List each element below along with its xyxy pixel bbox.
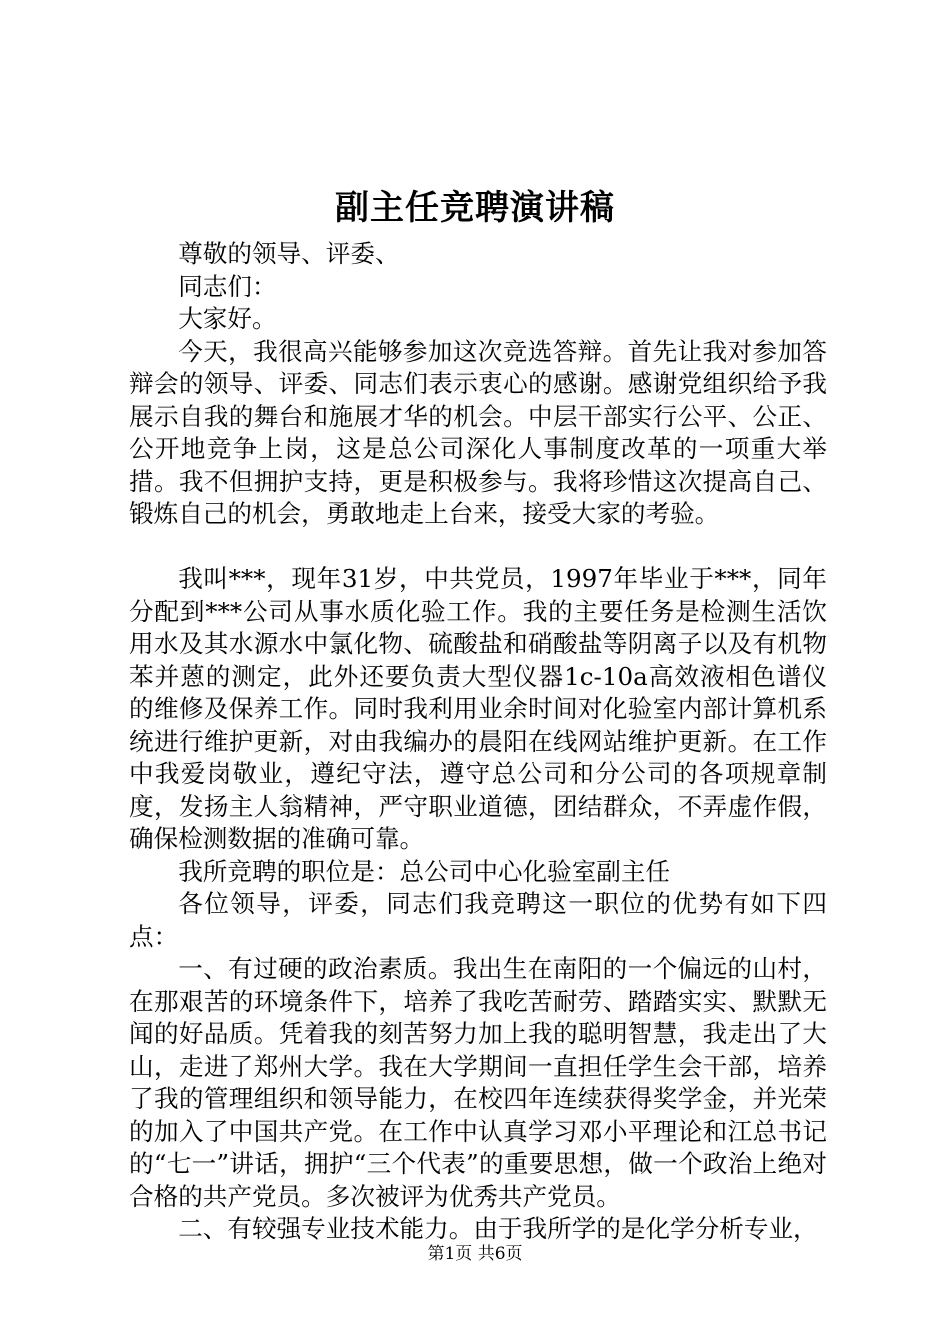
paragraph-position: 我所竞聘的职位是：总公司中心化验室副主任 [178, 856, 671, 886]
paragraph-self-introduction: 我叫***，现年31岁，中共党员，1997年毕业于***，同年分配到***公司从事水质化验工作。我的主要任务是检测生活饮用水及其水源水中氯化物、硫酸盐和硝酸盐等阴离子以及有机物苯并蒽的测定，此外还要负责大型仪器1c-10a高效液相色谱仪的维修及保养工作。同时我利用业余时间对化验室内部计算机系统进行维护更新，对由我编办的晨阳在线网站维护更新。在工作中我爱岗敬业，遵纪守法，遵守总公司和分公司的各项规章制度，发扬主人翁精神，严守职业道德，团结群众，不弄虚作假，确保检测数据的准确可靠。 [129, 564, 827, 853]
salutation-line-1: 尊敬的领导、评委、 [178, 239, 400, 268]
paragraph-intro: 今天，我很高兴能够参加这次竞选答辩。首先让我对参加答辩会的领导、评委、同志们表示衷心的感谢。感谢党组织给予我展示自我的舞台和施展才华的机会。中层干部实行公平、公正、公开地竞争上岗，这是总公司深化人事制度改革的一项重大举措。我不但拥护支持，更是积极参与。我将珍惜这次提高自己、锻炼自己的机会，勇敢地走上台来，接受大家的考验。 [129, 336, 827, 528]
paragraph-spacer [129, 531, 827, 564]
greeting-line: 大家好。 [178, 304, 277, 333]
paragraph-advantages-intro: 各位领导，评委，同志们我竞聘这一职位的优势有如下四点： [129, 889, 827, 951]
document-title: 副主任竞聘演讲稿 [335, 188, 615, 228]
document-body [129, 238, 827, 1246]
page-number-footer: 第1页 共6页 [427, 1244, 523, 1264]
paragraph-advantage-2: 二、有较强专业技术能力。由于我所学的是化学分析专业， [178, 1214, 818, 1243]
paragraph-advantage-1: 一、有过硬的政治素质。我出生在南阳的一个偏远的山村，在那艰苦的环境条件下，培养了我吃苦耐劳、踏踏实实、默默无闻的好品质。凭着我的刻苦努力加上我的聪明智慧，我走出了大山，走进了郑州大学。我在大学期间一直担任学生会干部，培养了我的管理组织和领导能力，在校四年连续获得奖学金，并光荣的加入了中国共产党。在工作中认真学习邓小平理论和江总书记的“七一”讲话，拥护“三个代表”的重要思想，做一个政治上绝对合格的共产党员。多次被评为优秀共产党员。 [129, 954, 827, 1211]
salutation-line-2: 同志们： [178, 271, 277, 301]
